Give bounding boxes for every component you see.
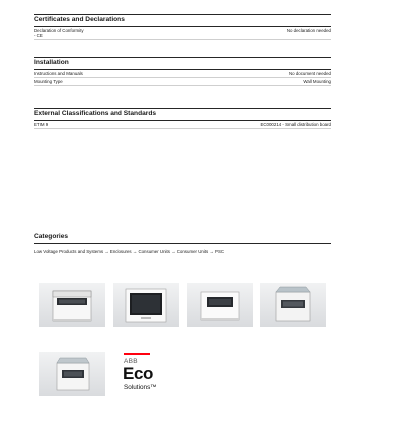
spec-row bbox=[34, 70, 331, 78]
spec-value: Wall Mounting bbox=[303, 78, 331, 84]
installation-section bbox=[34, 57, 331, 86]
logo-brand: ABB bbox=[124, 358, 138, 365]
spec-row bbox=[34, 121, 331, 129]
product-image-4[interactable] bbox=[260, 283, 326, 327]
logo-name: Eco bbox=[123, 364, 153, 383]
installation-title: Installation bbox=[34, 57, 331, 70]
logo-sub: Solutions™ bbox=[124, 384, 157, 391]
spec-value: No document needed bbox=[289, 70, 331, 76]
product-image-2[interactable] bbox=[113, 283, 179, 327]
spec-key: ETIM 9 bbox=[34, 121, 49, 127]
consumer-unit-transparent-door-icon bbox=[260, 283, 326, 327]
spec-row bbox=[34, 78, 331, 86]
categories-title: Categories bbox=[34, 232, 331, 244]
spec-key: Mounting Type bbox=[34, 78, 63, 84]
spec-row bbox=[34, 27, 331, 41]
categories-section bbox=[34, 232, 331, 254]
spec-key: Declaration of Conformity - CE bbox=[34, 27, 84, 38]
consumer-unit-open-icon bbox=[39, 283, 105, 327]
spec-value: No declaration needed bbox=[286, 27, 331, 33]
external-classifications-title: External Classifications and Standards bbox=[34, 108, 331, 121]
spec-value: EC000214 - Small distribution board bbox=[260, 121, 331, 127]
abb-eco-solutions-logo bbox=[114, 351, 180, 407]
product-image-1[interactable] bbox=[39, 283, 105, 327]
product-image-5[interactable] bbox=[39, 352, 105, 396]
consumer-unit-closed-icon bbox=[113, 283, 179, 327]
certificates-section bbox=[34, 14, 331, 40]
consumer-unit-front-icon bbox=[187, 283, 253, 327]
certificates-title: Certificates and Declarations bbox=[34, 14, 331, 27]
category-breadcrumb[interactable]: Low Voltage Products and Systems → Enclosures → Consumer Units → Consumer Units → PSC bbox=[34, 248, 225, 254]
consumer-unit-angled-icon bbox=[39, 352, 105, 396]
spec-key: Instructions and Manuals bbox=[34, 70, 83, 76]
external-classifications-section bbox=[34, 108, 331, 129]
logo-accent-bar bbox=[124, 353, 150, 355]
product-image-3[interactable] bbox=[187, 283, 253, 327]
